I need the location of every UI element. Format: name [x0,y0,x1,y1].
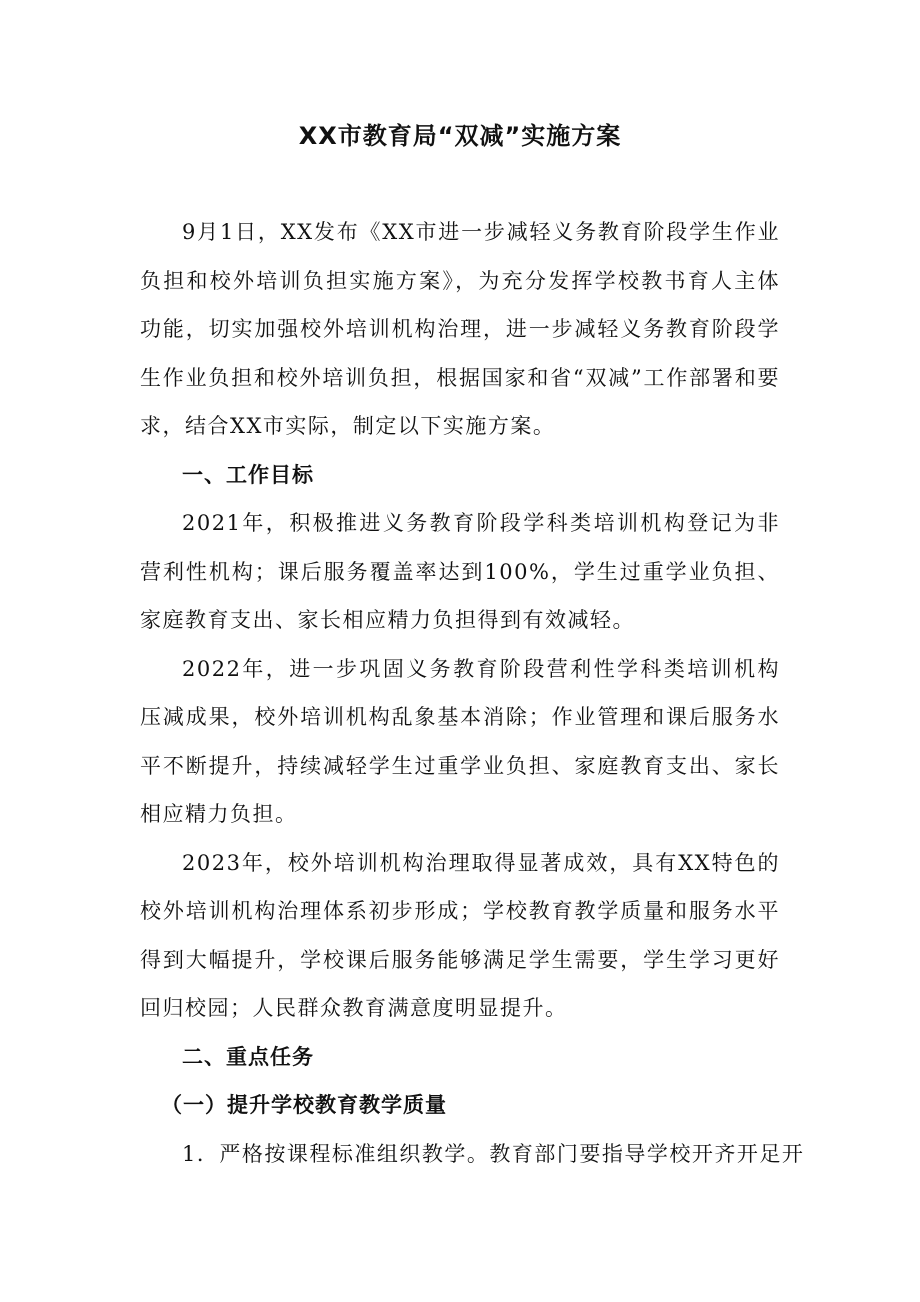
task-item-1: 1．严格按课程标准组织教学。教育部门要指导学校开齐开足开 [182,1141,805,1166]
goal-2022-paragraph: 2022年，进一步巩固义务教育阶段营利性学科类培训机构压减成果，校外培训机构乱象基本消除；作业管理和课后服务水平不断提升，持续减轻学生过重学业负担、家庭教育支出、家长相应精力负担。 [140,656,780,826]
section-heading-tasks: 二、重点任务 [182,1044,314,1069]
document-title: XX市教育局“双减”实施方案 [298,122,622,150]
section-heading-goals: 一、工作目标 [182,462,314,487]
goal-2023-paragraph: 2023年，校外培训机构治理取得显著成效，具有XX特色的校外培训机构治理体系初步形成；学校教育教学质量和服务水平得到大幅提升，学校课后服务能够满足学生需要，学生学习更好回归校园；人民群众教育满意度明显提升。 [140,850,780,1020]
document-body [140,208,805,1178]
intro-paragraph: 9月1日，XX发布《XX市进一步减轻义务教育阶段学生作业负担和校外培训负担实施方案》，为充分发挥学校教书育人主体功能，切实加强校外培训机构治理，进一步减轻义务教育阶段学生作业负担和校外培训负担，根据国家和省“双减”工作部署和要求，结合XX市实际，制定以下实施方案。 [140,220,780,438]
subsection-heading-teaching-quality: （一）提升学校教育教学质量 [161,1093,447,1117]
goal-2021-paragraph: 2021年，积极推进义务教育阶段学科类培训机构登记为非营利性机构；课后服务覆盖率达到100%，学生过重学业负担、家庭教育支出、家长相应精力负担得到有效减轻。 [140,511,780,632]
